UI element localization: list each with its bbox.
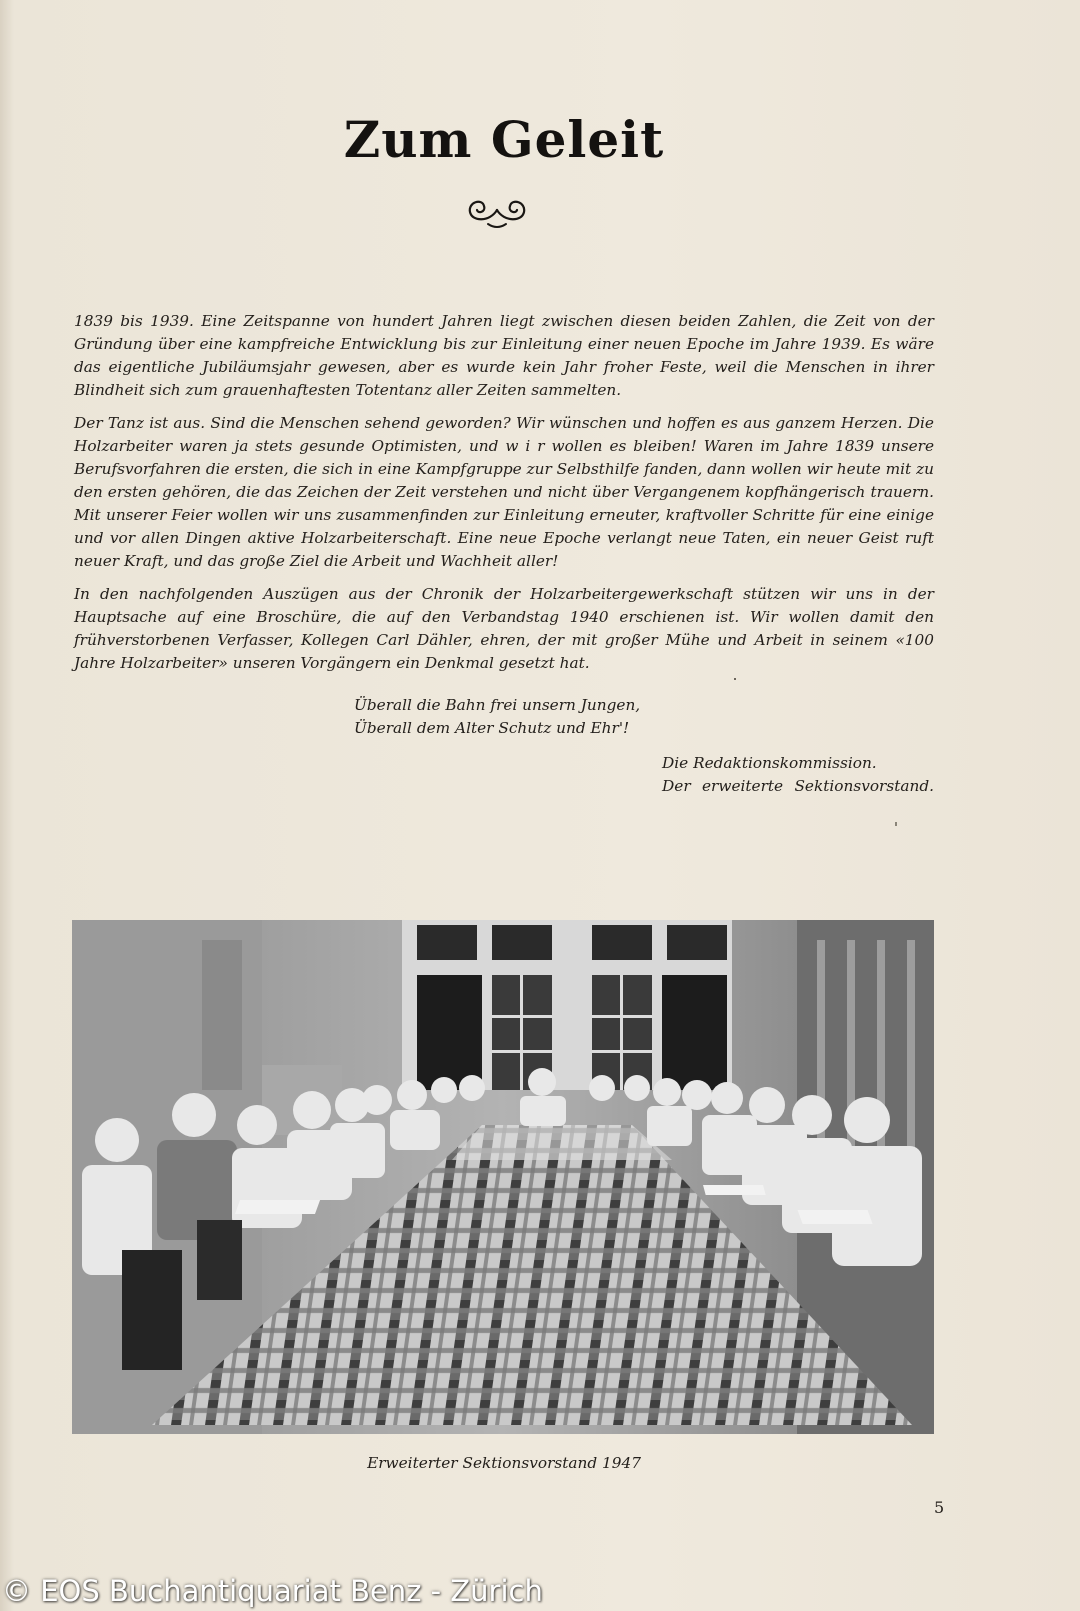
verse — [354, 694, 640, 740]
scroll-ornament-icon — [462, 188, 532, 232]
verse-line: Überall die Bahn frei unsern Jungen, — [354, 696, 641, 714]
group-photo — [72, 920, 934, 1434]
meeting-photo-image — [72, 920, 934, 1434]
paper-speck — [895, 822, 897, 826]
paragraph: Der Tanz ist aus. Sind die Menschen sehend geworden? Wir wünschen und hoffen es aus ganzem Herzen. Die Holzarbeiter waren ja stets gesunde Optimisten, und w i r wollen es bleiben! Waren im Jahre 1839 unsere Berufsvorfahren die ersten, die sich in eine Kampfgruppe zur Selbsthilfe fanden, dann wollen wir heute mit zu den ersten gehören, die das Zeichen der Zeit verstehen und nicht über Vergangenem kopfhängerisch trauern. Mit unserer Feier wollen wir uns zusammenfinden zur Einleitung erneuter, kraftvoller Schritte für eine einige und vor allen Dingen aktive Holzarbeiterschaft. Eine neue Epoche verlangt neue Taten, ein neuer Geist ruft neuer Kraft, und das große Ziel die Arbeit und Wachheit aller! — [74, 414, 934, 570]
signature — [662, 752, 934, 798]
copyright-watermark: © EOS Buchantiquariat Benz - Zürich — [2, 1574, 543, 1608]
signature-line: Der erweiterte Sektionsvorstand. — [662, 777, 934, 795]
photo-caption: Erweiterter Sektionsvorstand 1947 — [367, 1454, 641, 1472]
paper-speck — [734, 678, 736, 680]
verse-line: Überall dem Alter Schutz und Ehr'! — [354, 719, 630, 737]
body-text — [74, 310, 934, 685]
signature-line: Die Redaktionskommission. — [662, 754, 877, 772]
paragraph: In den nachfolgenden Auszügen aus der Chronik der Holzarbeitergewerkschaft stützen wir uns in der Hauptsache auf eine Broschüre, die auf den Verbandstag 1940 erschienen ist. Wir wollen damit den frühverstorbenen Verfasser, Kollegen Carl Dähler, ehren, der mit großer Mühe und Arbeit in seinem «100 Jahre Holzarbeiter» unseren Vorgängern ein Denkmal gesetzt hat. — [74, 585, 934, 672]
page-number: 5 — [934, 1498, 945, 1517]
page-title: Zum Geleit — [343, 110, 665, 169]
paragraph: 1839 bis 1939. Eine Zeitspanne von hundert Jahren liegt zwischen diesen beiden Zahlen, die Zeit von der Gründung über eine kampfreiche Entwicklung bis zur Einleitung einer neuen Epoche im Jahre 1939. Es wäre das eigentliche Jubiläumsjahr gewesen, aber es wurde kein Jahr froher Feste, weil die Menschen in ihrer Blindheit sich zum grauenhaftesten Totentanz aller Zeiten sammelten. — [74, 312, 934, 399]
